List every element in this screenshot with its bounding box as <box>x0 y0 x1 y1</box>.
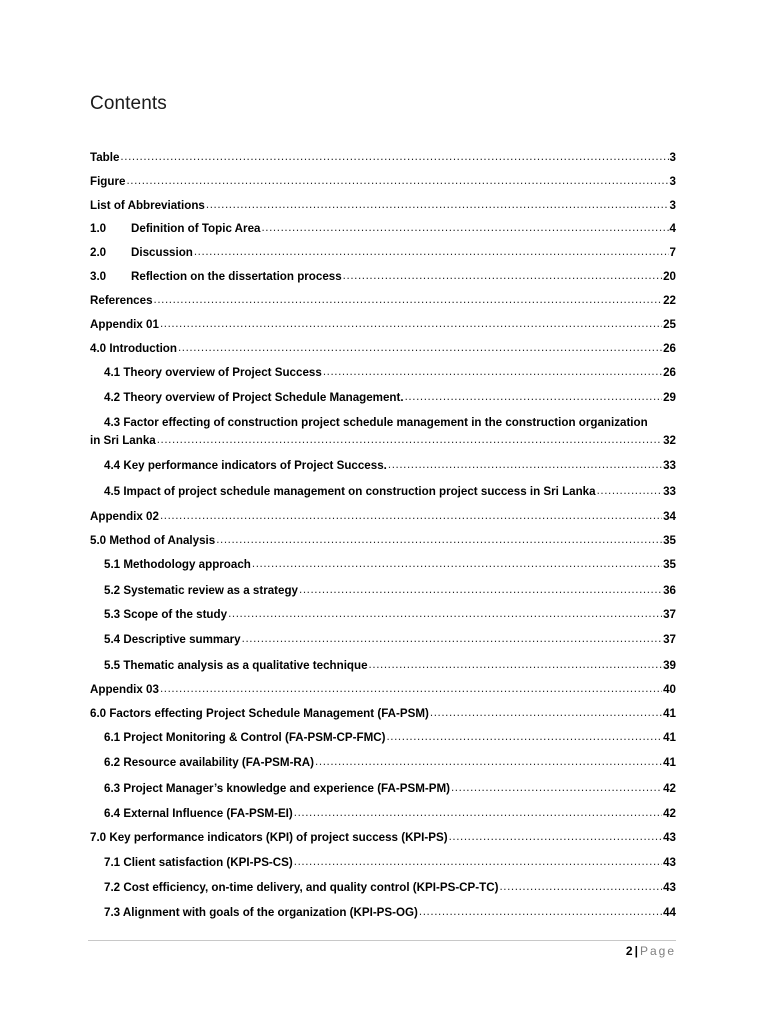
toc-entry-page: 3 <box>669 175 676 188</box>
dot-leader <box>369 657 663 673</box>
dot-leader <box>160 316 662 332</box>
toc-entry-page: 35 <box>663 534 676 547</box>
dot-leader <box>597 483 663 499</box>
dot-leader <box>294 854 662 870</box>
dot-leader <box>323 364 662 380</box>
toc-entry-title: 7.2 Cost efficiency, on-time delivery, and quality control (KPI-PS-CP-TC) <box>104 881 499 894</box>
footer-page-label: Page <box>639 944 676 958</box>
toc-entry-page: 34 <box>663 510 676 523</box>
toc-entry-title: 5.0 Method of Analysis <box>90 534 216 547</box>
toc-entry-title: 6.3 Project Manager’s knowledge and experience (FA-PSM-PM) <box>104 782 450 795</box>
dot-leader <box>343 268 662 284</box>
toc-entry-5-4[interactable] <box>104 632 676 648</box>
toc-entry-page: 26 <box>663 366 676 379</box>
toc-entry-number: 3.0 <box>90 270 107 283</box>
dot-leader <box>405 389 662 405</box>
toc-entry-5-1[interactable] <box>104 557 676 573</box>
dot-leader <box>451 780 662 796</box>
toc-entry-title: 5.4 Descriptive summary <box>104 633 241 646</box>
toc-entry-title: 6.4 External Influence (FA-PSM-EI) <box>104 807 293 820</box>
toc-entry-appendix-02[interactable] <box>90 509 676 525</box>
toc-entry-page: 37 <box>663 633 676 646</box>
toc-entry-title: 4.2 Theory overview of Project Schedule Management. <box>104 391 404 404</box>
dot-leader <box>160 508 662 524</box>
toc-entry-title: Discussion <box>131 246 193 259</box>
footer-separator: | <box>634 944 638 958</box>
toc-entry-page: 44 <box>663 906 676 919</box>
toc-entry-page: 39 <box>663 659 676 672</box>
toc-entry-appendix-03[interactable] <box>90 682 676 698</box>
dot-leader <box>216 532 662 548</box>
toc-entry-page: 33 <box>663 485 676 498</box>
toc-entry-title: Definition of Topic Area <box>131 222 261 235</box>
toc-entry-title: 4.4 Key performance indicators of Project Success. <box>104 459 387 472</box>
toc-entry-7-3[interactable] <box>104 905 676 921</box>
toc-entry-title: 4.0 Introduction <box>90 342 177 355</box>
dot-leader <box>261 220 668 236</box>
toc-entry-5-3[interactable] <box>104 607 676 623</box>
toc-entry-appendix-01[interactable] <box>90 317 676 333</box>
toc-entry-title: 4.5 Impact of project schedule management on construction project success in Sri Lanka <box>104 485 596 498</box>
toc-entry-page: 41 <box>663 756 676 769</box>
dot-leader <box>388 457 662 473</box>
toc-entry-method-of-analysis[interactable] <box>90 533 676 549</box>
dot-leader <box>228 606 662 622</box>
page-footer <box>626 944 676 958</box>
toc-entry-page: 43 <box>663 856 676 869</box>
page-title: Contents <box>90 93 167 114</box>
toc-entry-introduction[interactable] <box>90 341 676 357</box>
dot-leader <box>178 340 662 356</box>
toc-entry-title: Appendix 01 <box>90 318 159 331</box>
dot-leader <box>430 705 662 721</box>
toc-entry-definition-of-topic-area[interactable] <box>90 221 676 237</box>
toc-entry-6-2[interactable] <box>104 755 676 771</box>
toc-entry-title: List of Abbreviations <box>90 199 205 212</box>
toc-entry-6-3[interactable] <box>104 781 676 797</box>
footer-page-number: 2 <box>625 944 633 958</box>
toc-entry-kpi-ps[interactable] <box>90 830 676 846</box>
toc-entry-title: 5.2 Systematic review as a strategy <box>104 584 298 597</box>
toc-entry-page: 29 <box>663 391 676 404</box>
dot-leader <box>449 829 663 845</box>
dot-leader <box>120 149 668 165</box>
toc-entry-5-2[interactable] <box>104 583 676 599</box>
toc-entry-7-1[interactable] <box>104 855 676 871</box>
toc-entry-6-4[interactable] <box>104 806 676 822</box>
toc-entry-page: 20 <box>663 270 676 283</box>
footer-divider <box>88 940 676 941</box>
toc-entry-page: 25 <box>663 318 676 331</box>
toc-entry-title: 7.0 Key performance indicators (KPI) of project success (KPI-PS) <box>90 831 448 844</box>
dot-leader <box>419 904 662 920</box>
toc-entry-4-4[interactable] <box>104 458 676 474</box>
toc-entry-title: 7.1 Client satisfaction (KPI-PS-CS) <box>104 856 293 869</box>
toc-entry-page: 41 <box>663 707 676 720</box>
dot-leader <box>386 729 662 745</box>
dot-leader <box>157 432 662 448</box>
toc-entry-4-2[interactable] <box>104 390 676 406</box>
dot-leader <box>126 173 668 189</box>
dot-leader <box>154 292 663 308</box>
toc-entry-references[interactable] <box>90 293 676 309</box>
toc-entry-reflection[interactable] <box>90 269 676 285</box>
toc-entry-page: 36 <box>663 584 676 597</box>
toc-entry-4-1[interactable] <box>104 365 676 381</box>
toc-entry-6-1[interactable] <box>104 730 676 746</box>
toc-entry-title: 4.1 Theory overview of Project Success <box>104 366 322 379</box>
toc-entry-page: 3 <box>669 151 676 164</box>
toc-entry-page: 43 <box>663 831 676 844</box>
dot-leader <box>252 556 662 572</box>
toc-entry-title: 6.0 Factors effecting Project Schedule Management (FA-PSM) <box>90 707 429 720</box>
toc-entry-title: 5.5 Thematic analysis as a qualitative technique <box>104 659 368 672</box>
dot-leader <box>242 631 662 647</box>
toc-entry-title: 6.1 Project Monitoring & Control (FA-PSM-CP-FMC) <box>104 731 386 744</box>
toc-entry-title: 5.3 Scope of the study <box>104 608 228 621</box>
toc-entry-page: 42 <box>663 782 676 795</box>
toc-entry-title: Appendix 03 <box>90 683 159 696</box>
toc-entry-4-3-line1[interactable] <box>104 415 676 431</box>
dot-leader <box>194 244 669 260</box>
toc-entry-page: 7 <box>669 246 676 259</box>
dot-leader <box>294 805 662 821</box>
toc-entry-title: References <box>90 294 153 307</box>
toc-entry-title: Table <box>90 151 120 164</box>
toc-entry-title: Figure <box>90 175 126 188</box>
toc-entry-factors-fa-psm[interactable] <box>90 706 676 722</box>
dot-leader <box>299 582 662 598</box>
toc-entry-title: 6.2 Resource availability (FA-PSM-RA) <box>104 756 315 769</box>
toc-entry-table[interactable] <box>90 150 676 166</box>
toc-entry-page: 42 <box>663 807 676 820</box>
toc-entry-number: 1.0 <box>90 222 107 235</box>
toc-entry-title: 7.3 Alignment with goals of the organization (KPI-PS-OG) <box>104 906 418 919</box>
toc-entry-page: 26 <box>663 342 676 355</box>
toc-entry-figure[interactable] <box>90 174 676 190</box>
toc-entry-7-2[interactable] <box>104 880 676 896</box>
toc-entry-number: 2.0 <box>90 246 107 259</box>
dot-leader <box>499 879 662 895</box>
toc-entry-page: 35 <box>663 558 676 571</box>
toc-entry-4-5[interactable] <box>104 484 676 500</box>
toc-entry-page: 3 <box>669 199 676 212</box>
toc-entry-title-continued: in Sri Lanka <box>90 434 156 447</box>
toc-entry-page: 33 <box>663 459 676 472</box>
toc-entry-page: 41 <box>663 731 676 744</box>
toc-entry-title: Appendix 02 <box>90 510 159 523</box>
toc-entry-discussion[interactable] <box>90 245 676 261</box>
toc-entry-page: 4 <box>669 222 676 235</box>
toc-entry-5-5[interactable] <box>104 658 676 674</box>
dot-leader <box>160 681 662 697</box>
toc-entry-page: 37 <box>663 608 676 621</box>
toc-entry-page: 40 <box>663 683 676 696</box>
toc-entry-title: 4.3 Factor effecting of construction project schedule management in the construction organization <box>104 416 648 429</box>
toc-entry-4-3-line2[interactable] <box>90 433 676 449</box>
toc-entry-page: 43 <box>663 881 676 894</box>
toc-entry-page: 22 <box>663 294 676 307</box>
dot-leader <box>315 754 662 770</box>
dot-leader <box>206 197 669 213</box>
toc-entry-list-of-abbreviations[interactable] <box>90 198 676 214</box>
toc-entry-page: 32 <box>663 434 676 447</box>
toc-entry-title: Reflection on the dissertation process <box>131 270 342 283</box>
toc-entry-title: 5.1 Methodology approach <box>104 558 251 571</box>
